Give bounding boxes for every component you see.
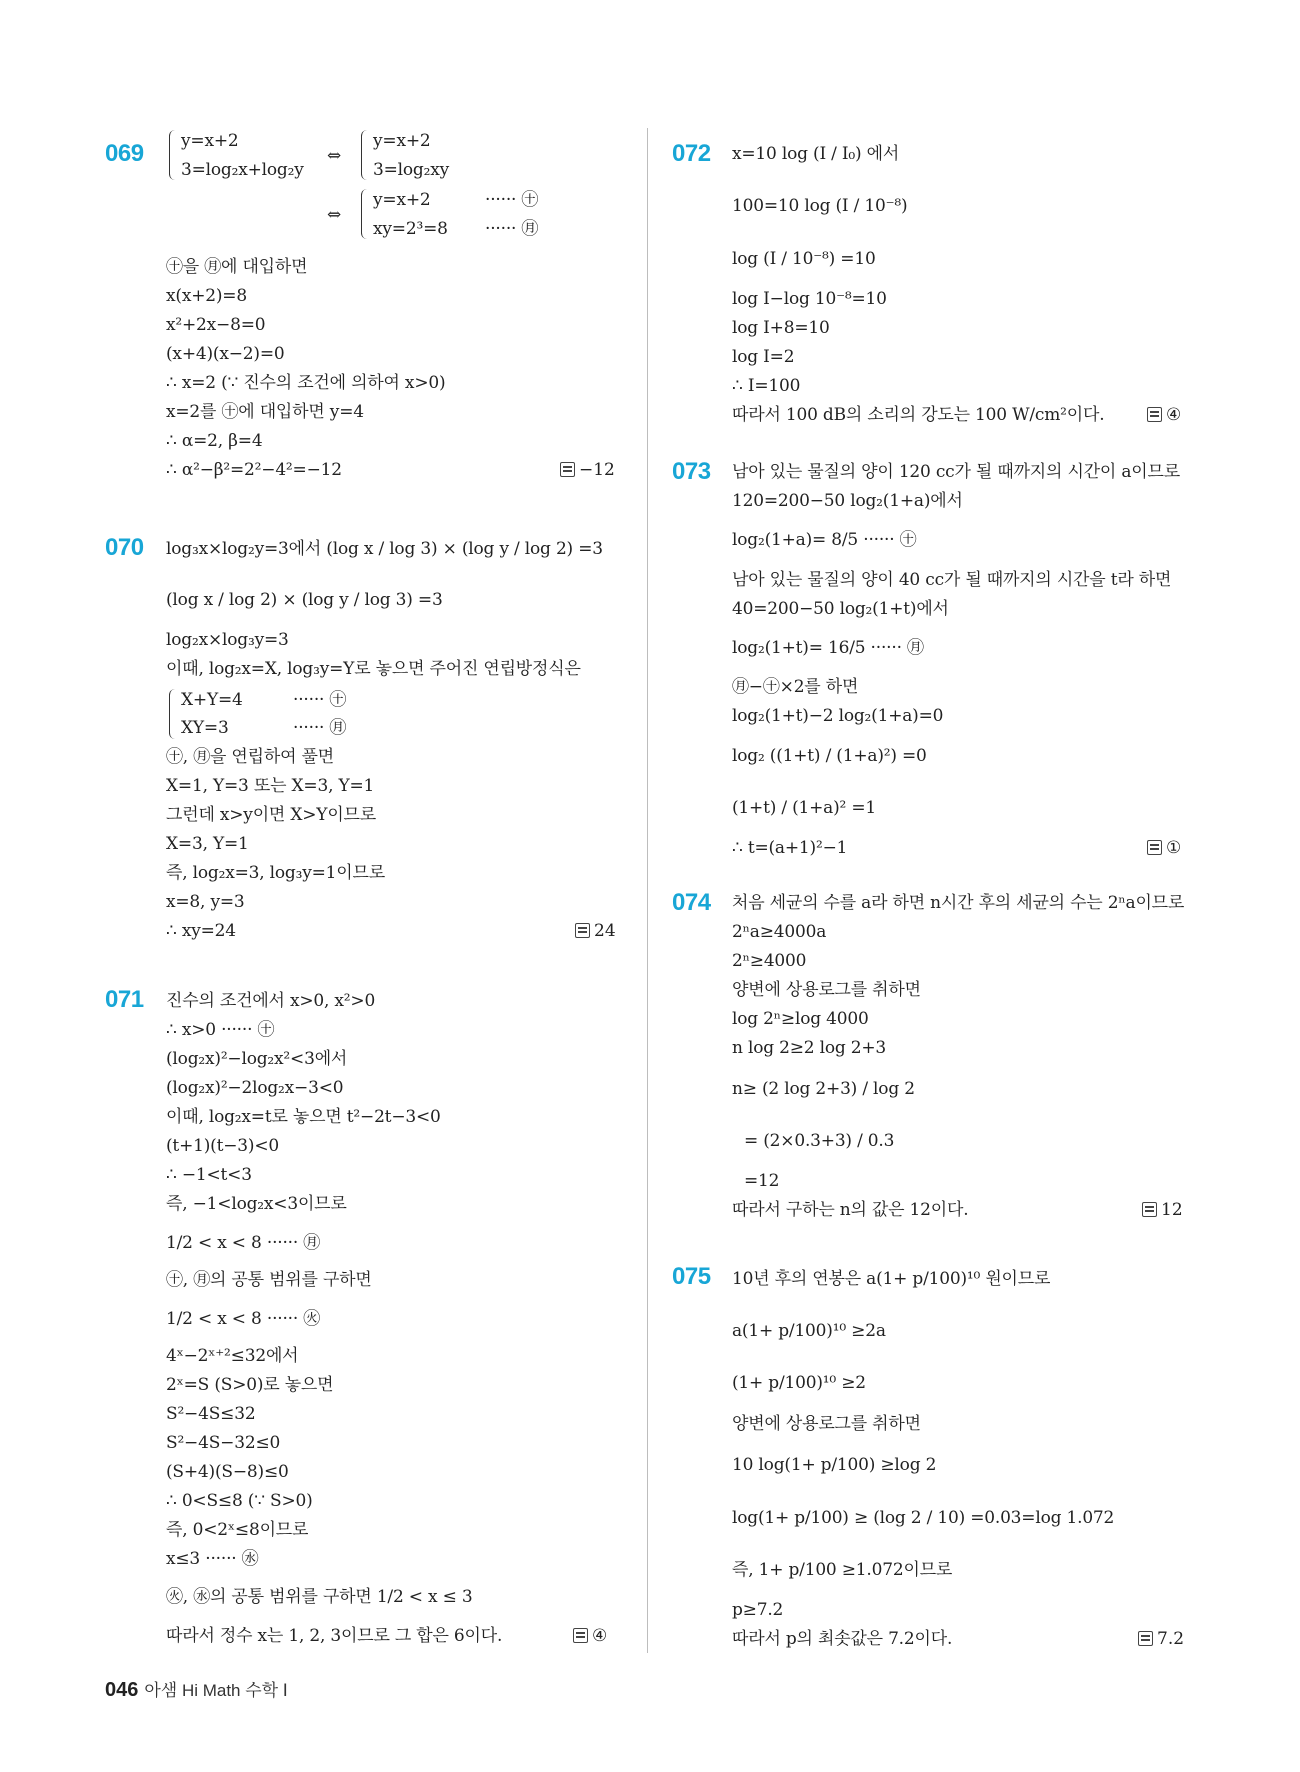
equivalence-symbol: ⇔	[327, 146, 342, 166]
solution-line: 남아 있는 물질의 양이 120 cc가 될 때까지의 시간이 a이므로	[732, 462, 1180, 482]
problem-number: 075	[672, 1263, 711, 1290]
answer	[1147, 404, 1181, 426]
problem-number: 070	[105, 534, 144, 561]
solution-line: X=3, Y=1	[166, 834, 249, 854]
solution-line: 양변에 상용로그를 취하면	[732, 1414, 921, 1434]
answer-icon	[573, 1628, 588, 1643]
solution-line: 100=10 log (I / 10⁻⁸)	[732, 196, 908, 216]
solution-line: x²+2x−8=0	[166, 315, 266, 335]
problem-number: 069	[105, 140, 144, 167]
solution-line: X=1, Y=3 또는 X=3, Y=1	[166, 776, 375, 796]
solution-line: ∴ 0<S≤8 (∵ S>0)	[166, 1491, 313, 1511]
column-divider	[647, 128, 648, 1653]
page-footer	[105, 1676, 288, 1702]
equation-line: X+Y=4	[181, 690, 243, 710]
answer-value: ④	[592, 1626, 608, 1646]
equation-tag: ······ ㊉	[293, 690, 347, 710]
equation-tag: ······ ㊊	[293, 718, 347, 738]
answer-icon	[1147, 407, 1162, 422]
solution-line: 따라서 p의 최솟값은 7.2이다.	[732, 1629, 953, 1649]
solution-line: (S+4)(S−8)≤0	[166, 1462, 289, 1482]
equation-line: 3=log₂xy	[373, 160, 450, 180]
brace	[169, 130, 178, 180]
solution-line: log I=2	[732, 347, 795, 367]
solution-line: x=10 log (I / I₀) 에서	[732, 144, 900, 164]
solution-line: log₂(1+t)= 16/5 ······ ㊊	[732, 638, 924, 658]
solution-line: ∴ t=(a+1)²−1	[732, 838, 848, 858]
answer-icon	[1147, 840, 1162, 855]
solution-line: log₂ ((1+t) / (1+a)²) =0	[732, 746, 927, 766]
solution-line: ㊋, ㊌의 공통 범위를 구하면 1/2 < x ≤ 3	[166, 1587, 473, 1607]
solution-line: 2ⁿa≥4000a	[732, 922, 827, 942]
answer-icon	[1138, 1631, 1153, 1646]
equation-line: y=x+2	[181, 131, 239, 151]
equation-tag: ······ ㊉	[485, 190, 539, 210]
problem-number: 072	[672, 140, 711, 167]
solution-line: 즉, 1+ p/100 ≥1.072이므로	[732, 1560, 953, 1580]
answer-icon	[1142, 1202, 1157, 1217]
solution-line: 따라서 100 dB의 소리의 강도는 100 W/cm²이다.	[732, 405, 1105, 425]
answer	[1142, 1199, 1183, 1221]
answer-value: 12	[1161, 1200, 1183, 1220]
solution-line: = (2×0.3+3) / 0.3	[744, 1131, 895, 1151]
brace	[361, 189, 370, 239]
answer-icon	[575, 923, 590, 938]
solution-line: p≥7.2	[732, 1600, 784, 1620]
answer-value: 7.2	[1157, 1629, 1185, 1649]
solution-line: (1+t) / (1+a)² =1	[732, 798, 877, 818]
brace	[361, 130, 370, 180]
solution-line: 즉, 0<2ˣ≤8이므로	[166, 1520, 309, 1540]
solution-line: log₃x×log₂y=3에서 (log x / log 3) × (log y / log 2) =3	[166, 539, 603, 559]
answer-value: 24	[594, 921, 616, 941]
answer-value: ①	[1166, 838, 1182, 858]
solution-line: log (I / 10⁻⁸) =10	[732, 249, 876, 269]
problem-number: 073	[672, 458, 711, 485]
solution-line: 이때, log₂x=X, log₃y=Y로 놓으면 주어진 연립방정식은	[166, 659, 581, 679]
solution-line: log 2ⁿ≥log 4000	[732, 1009, 869, 1029]
solution-line: 즉, log₂x=3, log₃y=1이므로	[166, 863, 385, 883]
solution-line: 진수의 조건에서 x>0, x²>0	[166, 991, 376, 1011]
solution-line: S²−4S−32≤0	[166, 1433, 281, 1453]
answer-value: ④	[1166, 405, 1182, 425]
solution-line: n≥ (2 log 2+3) / log 2	[732, 1079, 915, 1099]
brace	[169, 689, 178, 739]
equation-line: 3=log₂x+log₂y	[181, 160, 304, 180]
solution-line: 120=200−50 log₂(1+a)에서	[732, 491, 963, 511]
answer	[573, 1625, 607, 1647]
problem-number: 074	[672, 889, 711, 916]
solution-line: 1/2 < x < 8 ······ ㊊	[166, 1233, 321, 1253]
answer	[1138, 1628, 1184, 1650]
answer	[560, 459, 615, 481]
solution-line: ㊊−㊉×2를 하면	[732, 677, 859, 697]
solution-line: ∴ −1<t<3	[166, 1165, 252, 1185]
solution-line: x(x+2)=8	[166, 286, 247, 306]
solution-line: 남아 있는 물질의 양이 40 cc가 될 때까지의 시간을 t라 하면	[732, 570, 1172, 590]
solution-line: log(1+ p/100) ≥ (log 2 / 10) =0.03=log 1.072	[732, 1508, 1115, 1528]
solution-line: log₂x×log₃y=3	[166, 630, 289, 650]
page-number: 046	[105, 1679, 139, 1701]
equation-tag: ······ ㊊	[485, 219, 539, 239]
solution-line: (log₂x)²−2log₂x−3<0	[166, 1078, 344, 1098]
solution-line: a(1+ p/100)¹⁰ ≥2a	[732, 1321, 886, 1341]
solution-line: (log₂x)²−log₂x²<3에서	[166, 1049, 348, 1069]
answer-icon	[560, 462, 575, 477]
solution-line: 양변에 상용로그를 취하면	[732, 980, 921, 1000]
solution-line: log₂(1+a)= 8/5 ······ ㊉	[732, 530, 917, 550]
solution-line: 10년 후의 연봉은 a(1+ p/100)¹⁰ 원이므로	[732, 1269, 1051, 1289]
solution-line: 2ⁿ≥4000	[732, 951, 807, 971]
solution-line: x=2를 ㊉에 대입하면 y=4	[166, 402, 364, 422]
equation-line: y=x+2	[373, 131, 431, 151]
answer	[575, 920, 616, 942]
solution-line: 40=200−50 log₂(1+t)에서	[732, 599, 949, 619]
solution-line: (x+4)(x−2)=0	[166, 344, 285, 364]
solution-line: ㊉, ㊊의 공통 범위를 구하면	[166, 1270, 372, 1290]
solution-line: (1+ p/100)¹⁰ ≥2	[732, 1373, 866, 1393]
solution-line: ∴ x=2 (∵ 진수의 조건에 의하여 x>0)	[166, 373, 446, 393]
solution-line: 10 log(1+ p/100) ≥log 2	[732, 1455, 937, 1475]
equivalence-symbol: ⇔	[327, 205, 342, 225]
solution-line: log₂(1+t)−2 log₂(1+a)=0	[732, 706, 944, 726]
equation-line: y=x+2	[373, 190, 431, 210]
solution-line: =12	[744, 1171, 780, 1191]
solution-line: 따라서 정수 x는 1, 2, 3이므로 그 합은 6이다.	[166, 1626, 503, 1646]
solution-line: ∴ α=2, β=4	[166, 431, 263, 451]
solution-line: 이때, log₂x=t로 놓으면 t²−2t−3<0	[166, 1107, 441, 1127]
solution-line: ㊉, ㊊을 연립하여 풀면	[166, 747, 334, 767]
solution-line: ㊉을 ㊊에 대입하면	[166, 257, 308, 277]
equation-line: xy=2³=8	[373, 219, 448, 239]
solution-line: 1/2 < x < 8 ······ ㊋	[166, 1309, 321, 1329]
equation-line: XY=3	[181, 718, 229, 738]
solution-line: ∴ xy=24	[166, 921, 236, 941]
solution-line: ∴ α²−β²=2²−4²=−12	[166, 460, 342, 480]
solution-line: (log x / log 2) × (log y / log 3) =3	[166, 590, 443, 610]
solution-line: 그런데 x>y이면 X>Y이므로	[166, 805, 376, 825]
solution-line: 즉, −1<log₂x<3이므로	[166, 1194, 347, 1214]
solution-line: 2ˣ=S (S>0)로 놓으면	[166, 1375, 334, 1395]
solution-line: x≤3 ······ ㊌	[166, 1549, 259, 1569]
solution-line: 처음 세균의 수를 a라 하면 n시간 후의 세균의 수는 2ⁿa이므로	[732, 893, 1185, 913]
solution-line: log I−log 10⁻⁸=10	[732, 289, 887, 309]
answer-value: −12	[579, 460, 615, 480]
solution-line: n log 2≥2 log 2+3	[732, 1038, 887, 1058]
solution-line: ∴ x>0 ······ ㊉	[166, 1020, 275, 1040]
solution-line: (t+1)(t−3)<0	[166, 1136, 279, 1156]
solution-line: ∴ I=100	[732, 376, 801, 396]
answer	[1147, 837, 1181, 859]
solution-line: 따라서 구하는 n의 값은 12이다.	[732, 1200, 969, 1220]
solution-line: log I+8=10	[732, 318, 830, 338]
solution-line: 4ˣ−2ˣ⁺²≤32에서	[166, 1346, 299, 1366]
solution-line: S²−4S≤32	[166, 1404, 256, 1424]
solution-line: x=8, y=3	[166, 892, 245, 912]
book-title: 아샘 Hi Math 수학 Ⅰ	[144, 1681, 288, 1700]
problem-number: 071	[105, 986, 144, 1013]
